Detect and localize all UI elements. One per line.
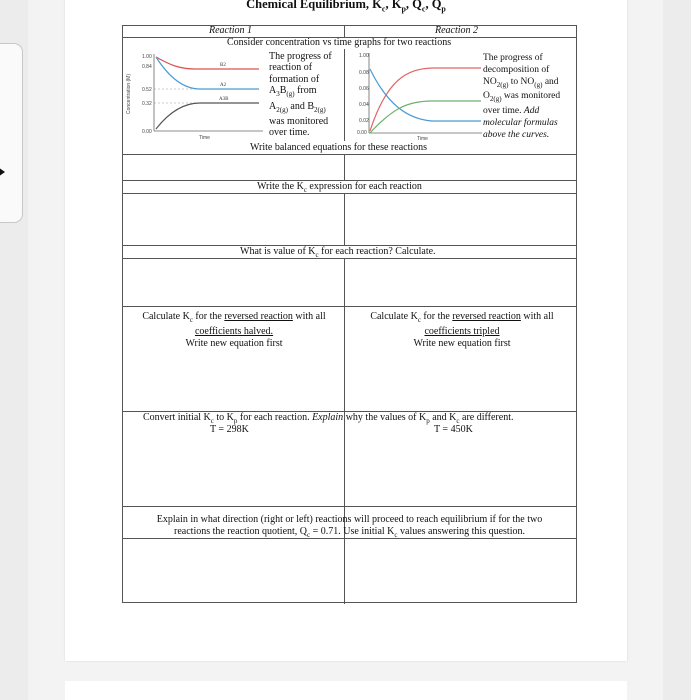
- graph1-label-a3b: A3B: [219, 97, 229, 102]
- question-direction: Explain in what direction (right or left) reactions will proceed to reach equilibrium if for the two reactions the reaction quotient, $Q_c = 0.71$. Use initial $K_c$ values answering this question.: [156, 514, 543, 539]
- graph1-label-a2: A2: [220, 83, 227, 88]
- question-kc-halved: Calculate $K_c$ for the reversed reaction with all coefficients halved. Write new equation first: [142, 311, 326, 349]
- question-convert-kp: Convert initial $K_c$ to $K_p$ for each reaction. Explain why the values of $K_p$ and $K_c$ are different.: [143, 412, 514, 425]
- graph2-ytick: 1.00: [359, 53, 369, 59]
- graph1-xlabel: Time: [199, 135, 210, 141]
- side-panel-tab[interactable]: [0, 43, 23, 223]
- reaction2-description: The progress of decomposition of $NO_{2(g)}$ to $NO_{(g)}$ and $O_{2(g)}$ was monitored over time. Add molecular formulas above the curves.: [483, 53, 561, 140]
- graph2-ytick: 0.08: [359, 70, 369, 76]
- worksheet-table: [122, 25, 577, 603]
- reaction1-description: The progress of reaction of formation of $A_3B_{(g)}$ from $A_{2(g)}$ and $B_{2(g)}$ was monitored over time.: [269, 51, 332, 139]
- graph1-label-b2: B2: [220, 63, 226, 68]
- question-kc-expression: Write the $K_c$ expression for each reaction: [257, 181, 422, 194]
- graph2-ytick: 0.02: [359, 118, 369, 124]
- graph2-ytick: 0.04: [359, 102, 369, 108]
- graph-reaction-1: [125, 49, 265, 141]
- graph2-xlabel: Time: [417, 136, 428, 141]
- page-title: Chemical Equilibrium, $K_c$, $K_p$, $Q_c$, $Q_p$: [246, 0, 446, 14]
- graph2-ytick: 0.06: [359, 86, 369, 92]
- header-reaction-1: Reaction 1: [209, 25, 253, 36]
- header-reaction-2: Reaction 2: [435, 25, 479, 36]
- graph2-ytick: 0.00: [357, 130, 367, 136]
- question-kc-tripled: Calculate $K_c$ for the reversed reaction with all coefficients tripled Write new equation first: [370, 311, 554, 349]
- next-page: [65, 681, 627, 700]
- temperature-298: T = 298K: [210, 424, 249, 435]
- question-balanced-equations: Write balanced equations for these reactions: [250, 142, 428, 153]
- graph1-ytick: 0.52: [142, 87, 152, 93]
- intro-text: Consider concentration vs time graphs for two reactions: [227, 37, 452, 48]
- graph1-ytick: 0.32: [142, 101, 152, 107]
- graph1-ytick: 0.00: [142, 129, 152, 135]
- graph1-ytick: 0.84: [142, 64, 152, 70]
- graph1-ytick: 1.00: [142, 54, 152, 60]
- worksheet-page: [65, 0, 627, 661]
- graph-reaction-2: [347, 49, 485, 141]
- play-icon[interactable]: [0, 165, 5, 179]
- temperature-450: T = 450K: [434, 424, 473, 435]
- question-kc-value: What is value of $K_c$ for each reaction? Calculate.: [240, 246, 436, 259]
- graph1-ylabel: Concentration (M): [126, 73, 132, 114]
